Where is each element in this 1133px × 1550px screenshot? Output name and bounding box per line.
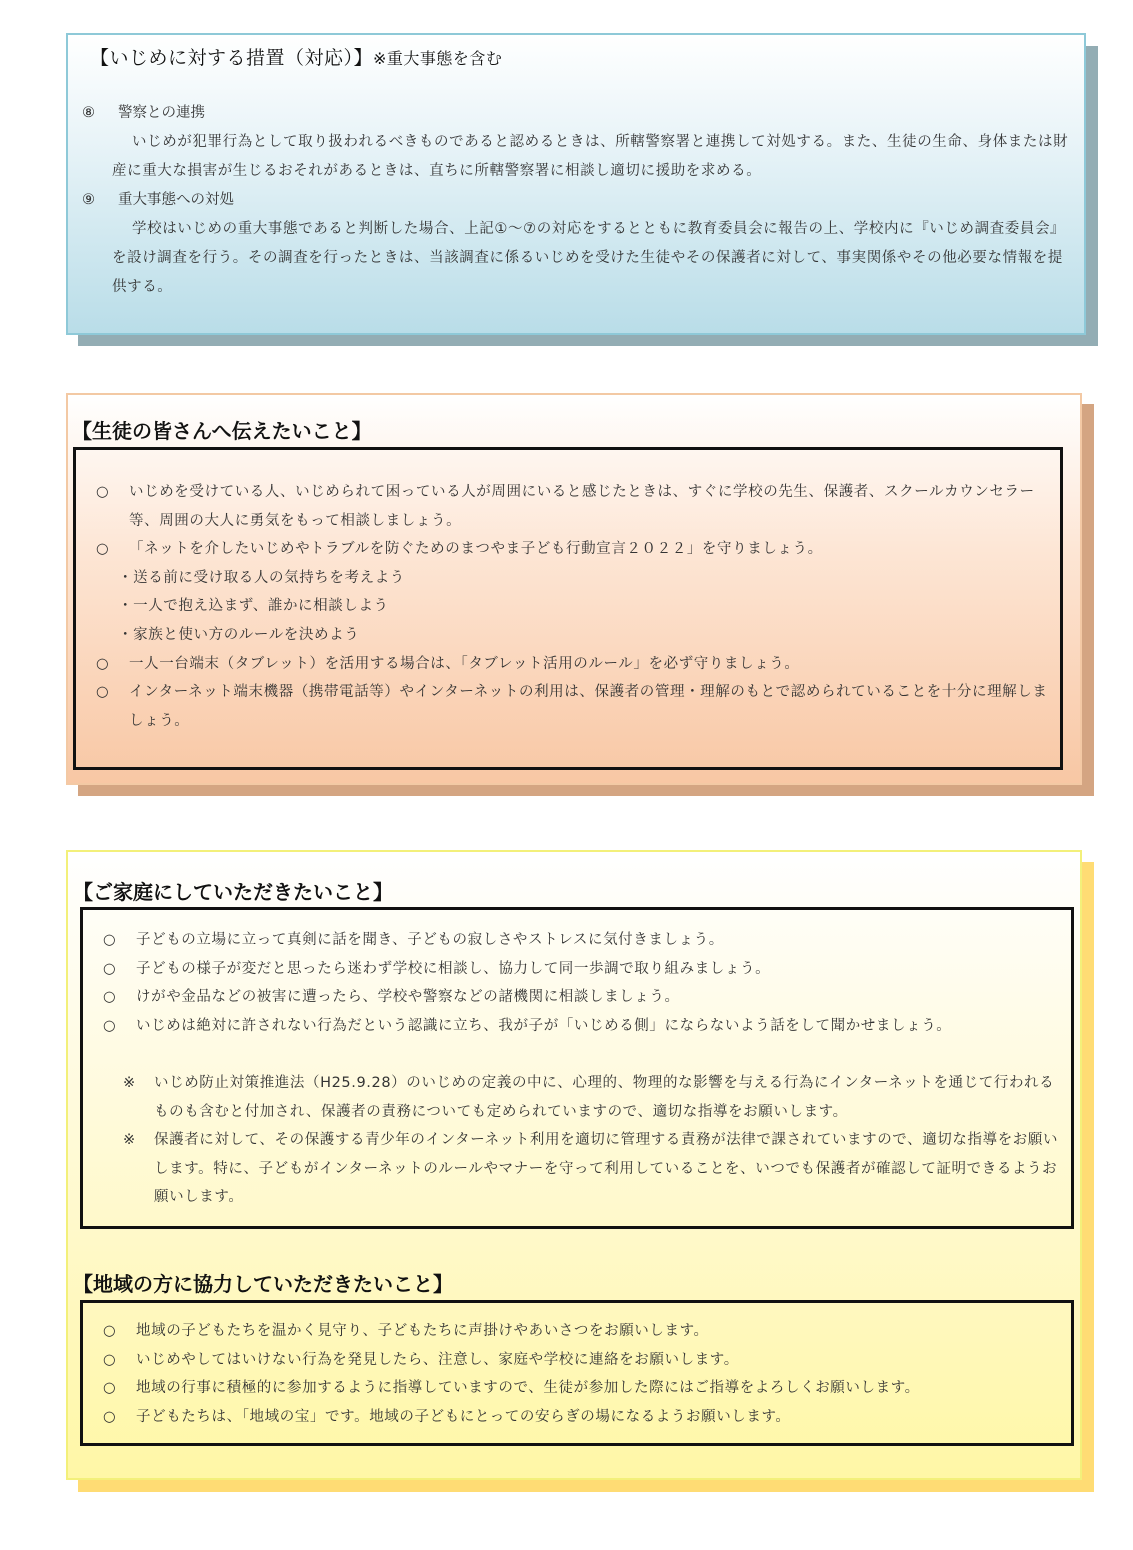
list-item xyxy=(103,1317,1058,1346)
students-list xyxy=(96,478,1056,735)
list-item-text: 子どもの様子が変だと思ったら迷わず学校に相談し、協力して同一歩調で取り組みましょう。 xyxy=(136,960,771,977)
title-text: 【いじめに対する措置（対応）】 xyxy=(90,47,374,69)
sub-item: ・送る前に受け取る人の気持ちを考えよう xyxy=(118,569,405,586)
list-item xyxy=(103,926,1058,955)
list-item xyxy=(103,1374,1058,1403)
list-item-text: いじめを受けている人、いじめられて困っている人が周囲にいると感じたときは、すぐに学校の先生、保護者、スクールカウンセラー等、周囲の大人に勇気をもって相談しましょう。 xyxy=(129,484,1035,529)
list-item-text: けがや金品などの被害に遭ったら、学校や警察などの諸機関に相談しましょう。 xyxy=(136,989,680,1006)
panel-title: 【地域の方に協力していただきたいこと】 xyxy=(73,1272,453,1296)
list-item-text: 子どもの立場に立って真剣に話を聞き、子どもの寂しさやストレスに気付きましょう。 xyxy=(136,932,724,948)
list-item xyxy=(103,1012,1058,1041)
list-item-text: 一人一台端末（タブレット）を活用する場合は、「タブレット活用のルール」を必ず守りましょう。 xyxy=(129,655,800,672)
circle-bullet-icon: ○ xyxy=(103,960,117,977)
list-item-text: 子どもたちは、「地域の宝」です。地域の子どもにとっての安らぎの場になるようお願いします。 xyxy=(136,1408,791,1425)
circle-bullet-icon: ○ xyxy=(103,1380,117,1397)
item-heading-text: 重大事態への対処 xyxy=(118,192,234,208)
circle-bullet-icon: ○ xyxy=(103,1351,117,1368)
list-item xyxy=(96,650,1056,679)
note-text: 保護者に対して、その保護する青少年のインターネット利用を適切に管理する責務が法律で課されていますので、適切な指導をお願いします。特に、子どもがインターネットのルールやマナーを守って利用していることを、いつでも保護者が確認して証明できるようお願いします。 xyxy=(154,1132,1059,1206)
list-item-text: 地域の行事に積極的に参加するように指導していますので、生徒が参加した際にはご指導をよろしくお願いします。 xyxy=(136,1380,920,1397)
list-item-text: 地域の子どもたちを温かく見守り、子どもたちに声掛けやあいさつをお願いします。 xyxy=(136,1323,709,1339)
item-number: ⑧ xyxy=(82,105,95,121)
note-mark-icon: ※ xyxy=(123,1132,136,1149)
list-item-text: いじめやしてはいけない行為を発見したら、注意し、家庭や学校に連絡をお願いします。 xyxy=(136,1351,739,1368)
home-request-box xyxy=(80,907,1074,1229)
list-item-text: インターネット端末機器（携帯電話等）やインターネットの利用は、保護者の管理・理解のもとで認められていることを十分に理解しましょう。 xyxy=(129,684,1048,729)
circle-bullet-icon: ○ xyxy=(103,989,117,1006)
list-item xyxy=(96,478,1056,535)
list-item-text: 「ネットを介したいじめやトラブルを防ぐためのまつやま子ども行動宣言２０２２」を守りましょう。 xyxy=(129,541,823,558)
panel-title: 【ご家庭にしていただきたいこと】 xyxy=(73,880,393,904)
title-note: ※重大事態を含む xyxy=(373,49,503,68)
circle-bullet-icon: ○ xyxy=(96,655,110,672)
circle-bullet-icon: ○ xyxy=(96,541,110,558)
bullying-measures-panel xyxy=(66,33,1086,335)
circle-bullet-icon: ○ xyxy=(96,484,110,500)
list-item xyxy=(103,983,1058,1012)
students-message-box xyxy=(73,447,1063,770)
note-item xyxy=(123,1126,1063,1212)
item-heading xyxy=(80,99,1075,128)
note-item xyxy=(123,1069,1063,1126)
item-heading-text: 警察との連携 xyxy=(118,105,205,121)
list-item xyxy=(103,1346,1058,1375)
note-text: いじめ防止対策推進法（H25.9.28）のいじめの定義の中に、心理的、物理的な影響を与える行為にインターネットを通じて行われるものも含むと付加され、保護者の責務についても定められていますので、適切な指導をお願いします。 xyxy=(154,1075,1055,1120)
circle-bullet-icon: ○ xyxy=(103,1408,117,1425)
item-paragraph: 学校はいじめの重大事態であると判断した場合、上記①～⑦の対応をするとともに教育委員会に報告の上、学校内に『いじめ調査委員会』を設け調査を行う。その調査を行ったときは、当該調査に係るいじめを受けた生徒やその保護者に対して、事実関係やその他必要な情報を提供する。 xyxy=(112,221,1066,295)
circle-bullet-icon: ○ xyxy=(103,932,117,948)
community-request-box xyxy=(80,1300,1074,1446)
students-message-panel xyxy=(66,393,1082,785)
list-item xyxy=(96,678,1056,735)
note-mark-icon: ※ xyxy=(123,1075,136,1091)
measures-body xyxy=(80,99,1075,302)
list-item xyxy=(96,535,1056,564)
sub-item: ・家族と使い方のルールを決めよう xyxy=(118,626,360,643)
panel-title: 【生徒の皆さんへ伝えたいこと】 xyxy=(72,419,372,443)
item-heading xyxy=(80,186,1075,215)
list-item-text: いじめは絶対に許されない行為だという認識に立ち、我が子が「いじめる側」にならないよう話をして聞かせましょう。 xyxy=(136,1017,952,1034)
circle-bullet-icon: ○ xyxy=(96,684,110,701)
circle-bullet-icon: ○ xyxy=(103,1323,117,1339)
list-item xyxy=(103,1403,1058,1432)
community-list xyxy=(103,1317,1058,1431)
item-paragraph: いじめが犯罪行為として取り扱われるべきものであると認めるときは、所轄警察署と連携して対処する。また、生徒の生命、身体または財産に重大な損害が生じるおそれがあるときは、直ちに所轄警察署に相談し適切に援助を求める。 xyxy=(112,134,1069,179)
home-list xyxy=(103,926,1058,1040)
sub-item: ・一人で抱え込まず、誰かに相談しよう xyxy=(118,598,389,615)
item-number: ⑨ xyxy=(82,192,95,208)
panel-title xyxy=(90,43,502,70)
home-and-community-panel xyxy=(66,850,1082,1480)
circle-bullet-icon: ○ xyxy=(103,1017,117,1034)
list-item xyxy=(103,955,1058,984)
notes xyxy=(123,1069,1063,1212)
